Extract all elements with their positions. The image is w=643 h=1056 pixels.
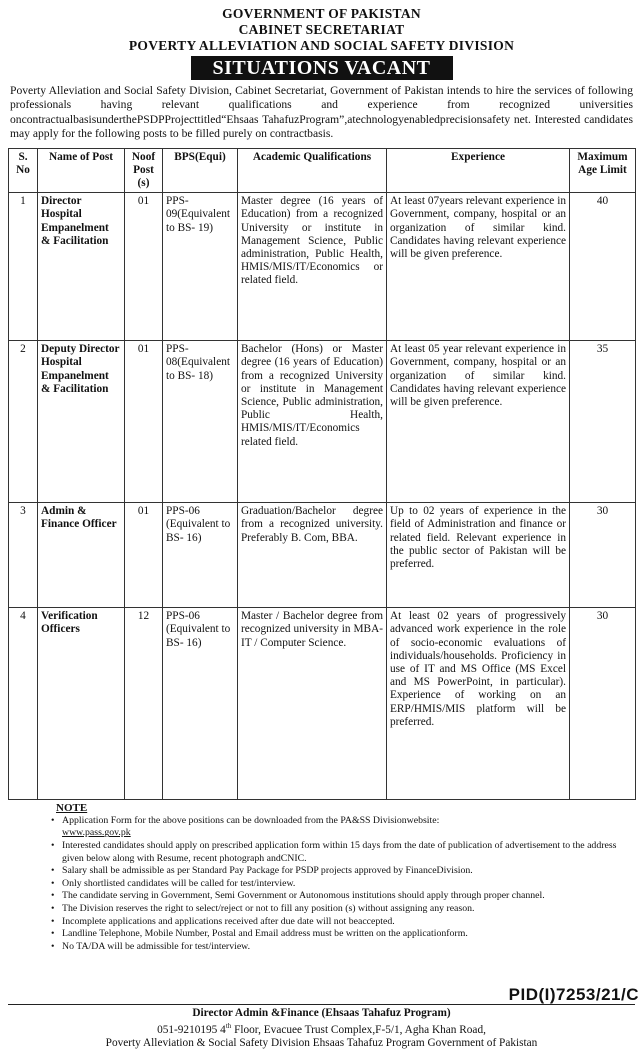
row-qualifications: Master degree (16 years of Education) from a recognized University or institute in Management Science, Public administration, Public Health, HMIS/MIS/IT/Economics or related field. <box>238 193 387 341</box>
table-row <box>9 341 636 503</box>
row-sno: 2 <box>9 341 38 503</box>
footer-address <box>8 1004 635 1050</box>
row-age-limit: 35 <box>570 341 636 503</box>
situations-vacant-banner: SITUATIONS VACANT <box>191 56 453 80</box>
row-experience: Up to 02 years of experience in the field of Administration and finance or related field. Relevant experience in the public sector of Pakistan will be preferred. <box>387 503 570 608</box>
row-sno: 4 <box>9 608 38 800</box>
notes-list <box>48 815 635 954</box>
note-item: • Interested candidates should apply on prescribed application form within 15 days from the date of publication of advertisement to the address given below along with Resume, recent photograph andCNIC. <box>62 840 635 865</box>
header-secretariat: CABINET SECRETARIAT <box>238 22 405 37</box>
advertisement-page <box>8 6 635 953</box>
note-item: • Landline Telephone, Mobile Number, Postal and Email address must be written on the applicationform. <box>62 928 635 941</box>
footer-address-num: 4 <box>220 1023 226 1036</box>
row-bps: PPS-06 (Equivalent to BS- 16) <box>163 503 238 608</box>
row-age-limit: 40 <box>570 193 636 341</box>
footer-contact <box>8 1020 635 1037</box>
row-bps: PPS-08(Equivalent to BS- 18) <box>163 341 238 503</box>
table-header-row <box>9 148 636 193</box>
header-age-limit: Maximum Age Limit <box>570 148 636 193</box>
footer-title: Director Admin &Finance (Ehsaas Tahafuz Program) <box>8 1004 635 1020</box>
header-sno: S. No <box>9 148 38 193</box>
note-item: • Only shortlisted candidates will be called for test/interview. <box>62 878 635 891</box>
row-post-name: Admin & Finance Officer <box>38 503 125 608</box>
row-sno: 1 <box>9 193 38 341</box>
note-text: Application Form for the above positions can be downloaded from the PA&SS Divisionwebsite: <box>62 814 440 826</box>
header-bps: BPS(Equi) <box>163 148 238 193</box>
row-sno: 3 <box>9 503 38 608</box>
header-division: POVERTY ALLEVIATION AND SOCIAL SAFETY DIVISION <box>128 38 515 53</box>
table-row <box>9 608 636 800</box>
row-age-limit: 30 <box>570 608 636 800</box>
table-row <box>9 503 636 608</box>
intro-paragraph: Poverty Alleviation and Social Safety Division, Cabinet Secretariat, Government of Pakistan intends to hire the services of following professionals having relevant qualifications and experience from recognized universities oncontractualbasisunderthePSDPProjecttitled“Ehsaas TahafuzProgram”,atechnologyenabledprecisionsafety net. Interested candidates may apply for the following posts to be filled purely on contractbasis. <box>10 84 633 141</box>
row-qualifications: Bachelor (Hons) or Master degree (16 years of Education) from a recognized University or institute in Management Science, Public administration, Public Health, HMIS/MIS/IT/Economics related field. <box>238 341 387 503</box>
vacancies-table <box>8 148 636 801</box>
header-qualifications: Academic Qualifications <box>238 148 387 193</box>
row-post-name: Verification Officers <box>38 608 125 800</box>
website-link[interactable]: www.pass.gov.pk <box>62 827 131 839</box>
row-post-name: Deputy Director Hospital Empanelment & Facilitation <box>38 341 125 503</box>
note-item <box>62 815 635 840</box>
header-experience: Experience <box>387 148 570 193</box>
notes-title: NOTE <box>56 802 88 815</box>
note-item: • The Division reserves the right to select/reject or not to fill any position (s) without assigning any reason. <box>62 903 635 916</box>
notes-section <box>8 802 635 953</box>
note-item: • No TA/DA will be admissible for test/interview. <box>62 941 635 954</box>
row-experience: At least 07years relevant experience in Government, company, hospital or an organization of similar kind. Candidates having relevant experience will be given preference. <box>387 193 570 341</box>
row-qualifications: Graduation/Bachelor degree from a recognized university. Preferably B. Com, BBA. <box>238 503 387 608</box>
row-post-name: Director Hospital Empanelment & Facilitation <box>38 193 125 341</box>
footer-address-sup: th <box>225 1022 232 1031</box>
pid-number: PID(I)7253/21/C <box>508 985 639 1004</box>
note-item: • Incomplete applications and applications received after due date will not beaccepted. <box>62 916 635 929</box>
row-age-limit: 30 <box>570 503 636 608</box>
note-item: • The candidate serving in Government, Semi Government or Autonomous institutions should apply through proper channel. <box>62 890 635 903</box>
row-bps: PPS-06 (Equivalent to BS- 16) <box>163 608 238 800</box>
row-experience: At least 05 year relevant experience in Government, company, hospital or an organization of similar kind. Candidates having relevant experience will be given preference. <box>387 341 570 503</box>
table-row <box>9 193 636 341</box>
footer-division: Poverty Alleviation & Social Safety Division Ehsaas Tahafuz Program Government of Pakistan <box>105 1037 538 1050</box>
header-no-of-posts: Noof Post (s) <box>125 148 163 193</box>
row-posts: 01 <box>125 503 163 608</box>
footer-phone: 051-9210195 <box>157 1023 218 1036</box>
footer-address-text: Floor, Evacuee Trust Complex,F-5/1, Agha Khan Road, <box>231 1023 486 1036</box>
header-government: GOVERNMENT OF PAKISTAN <box>222 6 421 21</box>
row-posts: 12 <box>125 608 163 800</box>
row-posts: 01 <box>125 193 163 341</box>
note-item: • Salary shall be admissible as per Standard Pay Package for PSDP projects approved by FinanceDivision. <box>62 865 635 878</box>
row-qualifications: Master / Bachelor degree from recognized university in MBA-IT / Computer Science. <box>238 608 387 800</box>
row-posts: 01 <box>125 341 163 503</box>
row-bps: PPS-09(Equivalent to BS- 19) <box>163 193 238 341</box>
header-name-of-post: Name of Post <box>38 148 125 193</box>
row-experience: At least 02 years of progressively advanced work experience in the role of socio-economic evaluations of individuals/households. Proficiency in use of IT and MS Office (MS Excel and MS PowerPoint, in particular). Experience of working on an ERP/HMIS/MIS platform will be preferred. <box>387 608 570 800</box>
